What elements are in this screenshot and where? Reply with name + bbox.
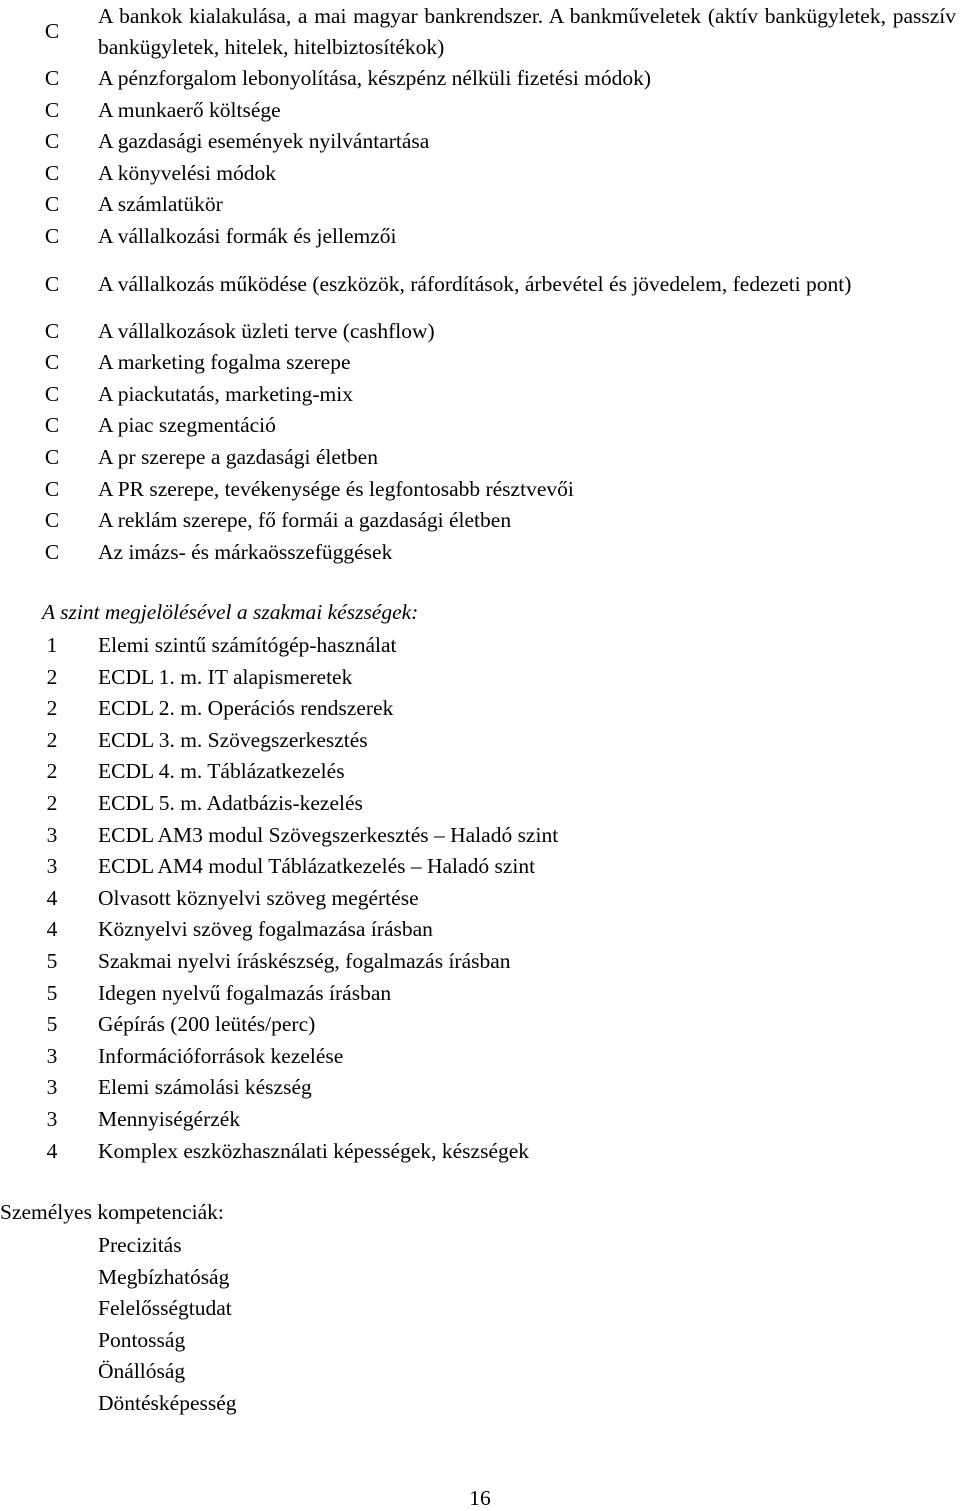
topic-level: C xyxy=(44,271,60,296)
topic-item xyxy=(0,158,960,190)
topic-level: C xyxy=(44,476,60,501)
skill-level: 2 xyxy=(46,696,58,721)
competency-item xyxy=(0,1293,960,1325)
skill-text: ECDL 4. m. Táblázatkezelés xyxy=(98,759,345,784)
skill-item xyxy=(0,725,960,757)
skill-item xyxy=(0,1041,960,1073)
skill-item xyxy=(0,1072,960,1104)
skill-text: Olvasott köznyelvi szöveg megértése xyxy=(98,885,419,910)
page-number: 16 xyxy=(469,1486,491,1510)
skill-level: 3 xyxy=(46,854,58,879)
skill-item xyxy=(0,851,960,883)
skill-text: Idegen nyelvű fogalmazás írásban xyxy=(98,980,392,1005)
topic-text: A munkaerő költsége xyxy=(98,97,281,122)
topic-item xyxy=(0,347,960,379)
skill-text: Elemi szintű számítógép-használat xyxy=(98,633,397,657)
topic-level: C xyxy=(44,350,60,375)
skill-item xyxy=(0,630,960,662)
topic-text: A bankok kialakulása, a mai magyar bankrendszer. A bankműveletek (aktív bankügyletek, passzív bankügyletek, hitelek, hitelbiztosítékok) xyxy=(98,3,956,59)
topic-text: Az imázs- és márkaösszefüggések xyxy=(98,539,393,564)
topic-level: C xyxy=(44,318,60,343)
skill-item xyxy=(0,1009,960,1041)
skill-text: ECDL 5. m. Adatbázis-kezelés xyxy=(98,790,363,815)
skill-item xyxy=(0,756,960,788)
topic-text: A PR szerepe, tevékenysége és legfontosabb résztvevői xyxy=(98,476,574,501)
topic-level: C xyxy=(44,19,60,43)
skill-text: Szakmai nyelvi íráskészség, fogalmazás írásban xyxy=(98,948,511,973)
skill-level: 3 xyxy=(46,822,58,847)
topic-text: A vállalkozások üzleti terve (cashflow) xyxy=(98,318,435,343)
topic-text: A piac szegmentáció xyxy=(98,413,276,438)
skill-text: Gépírás (200 leütés/perc) xyxy=(98,1012,316,1037)
competency-text: Döntésképesség xyxy=(98,1390,237,1415)
topic-text: A pénzforgalom lebonyolítása, készpénz nélküli fizetési módok) xyxy=(98,66,652,90)
topic-text: A marketing fogalma szerepe xyxy=(98,350,351,375)
personal-title: Személyes kompetenciák: xyxy=(0,1200,224,1224)
skill-item xyxy=(0,1136,960,1168)
topic-level: C xyxy=(44,539,60,564)
skill-level: 4 xyxy=(46,1138,58,1163)
skill-text: Mennyiségérzék xyxy=(98,1106,241,1131)
topic-text: A pr szerepe a gazdasági életben xyxy=(98,444,378,469)
skill-item xyxy=(0,946,960,978)
topic-item xyxy=(0,410,960,442)
skill-level: 5 xyxy=(46,1012,58,1037)
topic-level: C xyxy=(44,192,60,217)
topic-level: C xyxy=(44,508,60,533)
skill-item xyxy=(0,1104,960,1136)
competency-item xyxy=(0,1388,960,1420)
skill-text: Információforrások kezelése xyxy=(98,1043,344,1068)
topic-level: C xyxy=(44,160,60,185)
topic-item xyxy=(0,505,960,537)
topic-item xyxy=(0,95,960,127)
skill-text: ECDL 1. m. IT alapismeretek xyxy=(98,664,353,689)
topic-text: A vállalkozás működése (eszközök, ráfordítások, árbevétel és jövedelem, fedezeti pont) xyxy=(98,271,852,296)
topic-item xyxy=(0,221,960,253)
topic-item xyxy=(0,63,960,95)
topic-item xyxy=(0,126,960,158)
topics-list xyxy=(0,0,960,568)
topic-text: A reklám szerepe, fő formái a gazdasági életben xyxy=(98,508,512,533)
skill-text: Komplex eszközhasználati képességek, készségek xyxy=(98,1138,530,1163)
topic-text: A vállalkozási formák és jellemzői xyxy=(98,223,397,248)
competency-text: Pontosság xyxy=(98,1327,186,1352)
skill-item xyxy=(0,662,960,694)
skill-text: Elemi számolási készség xyxy=(98,1075,312,1100)
competency-text: Önállóság xyxy=(98,1359,186,1384)
topic-level: C xyxy=(44,129,60,154)
skill-level: 2 xyxy=(46,664,58,689)
skill-level: 2 xyxy=(46,790,58,815)
skill-item xyxy=(0,914,960,946)
topic-level: C xyxy=(44,381,60,406)
skill-level: 3 xyxy=(46,1106,58,1131)
skill-text: ECDL 2. m. Operációs rendszerek xyxy=(98,696,394,721)
competency-item xyxy=(0,1325,960,1357)
skill-item xyxy=(0,788,960,820)
topic-text: A piackutatás, marketing-mix xyxy=(98,381,353,406)
topic-item xyxy=(0,316,960,348)
topic-level: C xyxy=(44,413,60,438)
topic-text: A könyvelési módok xyxy=(98,160,276,185)
skill-item xyxy=(0,883,960,915)
skills-title: A szint megjelölésével a szakmai készségek: xyxy=(42,600,419,624)
topic-item xyxy=(0,189,960,221)
topic-text: A számlatükör xyxy=(98,192,223,217)
topic-item xyxy=(0,474,960,506)
skill-level: 5 xyxy=(46,948,58,973)
personal-list xyxy=(0,1230,960,1420)
skill-level: 3 xyxy=(46,1043,58,1068)
skill-item xyxy=(0,978,960,1010)
skill-level: 2 xyxy=(46,759,58,784)
competency-text: Precizitás xyxy=(98,1233,182,1257)
topic-item xyxy=(0,442,960,474)
skill-level: 4 xyxy=(46,885,58,910)
topic-item xyxy=(0,253,960,316)
skill-text: ECDL 3. m. Szövegszerkesztés xyxy=(98,727,368,752)
skill-text: ECDL AM4 modul Táblázatkezelés – Haladó szint xyxy=(98,854,536,879)
topic-level: C xyxy=(44,66,60,90)
topic-text: A gazdasági események nyilvántartása xyxy=(98,129,430,154)
skill-level: 4 xyxy=(46,917,58,942)
skill-text: ECDL AM3 modul Szövegszerkesztés – Haladó szint xyxy=(98,822,559,847)
skill-level: 2 xyxy=(46,727,58,752)
topic-level: C xyxy=(44,97,60,122)
topic-item xyxy=(0,0,960,63)
competency-item xyxy=(0,1356,960,1388)
skill-item xyxy=(0,693,960,725)
skill-item xyxy=(0,820,960,852)
skills-list xyxy=(0,630,960,1167)
competency-item xyxy=(0,1230,960,1262)
skill-level: 5 xyxy=(46,980,58,1005)
skill-level: 1 xyxy=(46,633,58,657)
competency-item xyxy=(0,1262,960,1294)
topic-level: C xyxy=(44,444,60,469)
skill-level: 3 xyxy=(46,1075,58,1100)
competency-text: Felelősségtudat xyxy=(98,1296,232,1321)
skill-text: Köznyelvi szöveg fogalmazása írásban xyxy=(98,917,433,942)
topic-level: C xyxy=(44,223,60,248)
topic-item xyxy=(0,379,960,411)
topic-item xyxy=(0,537,960,569)
competency-text: Megbízhatóság xyxy=(98,1264,230,1289)
